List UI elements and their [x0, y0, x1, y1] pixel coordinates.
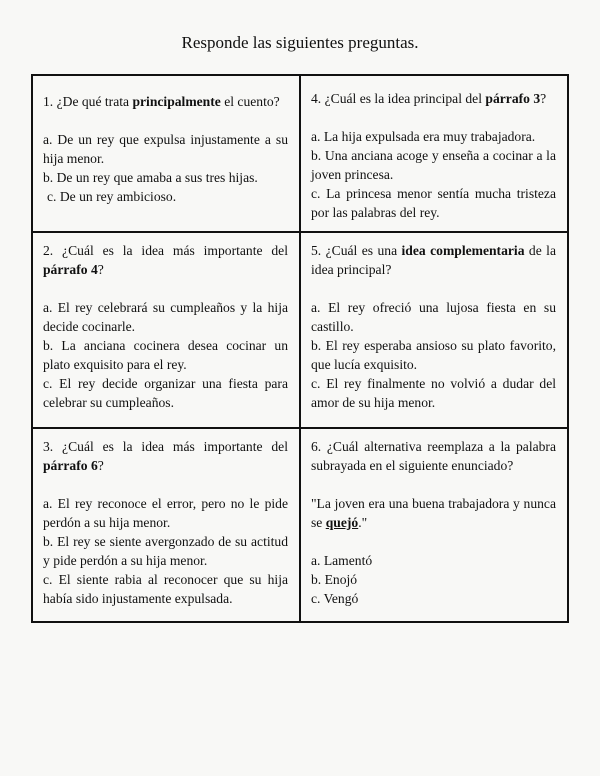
question-6-quote: "La joven era una buena trabajadora y nunca se quejó." [311, 496, 556, 530]
question-cell-4 [300, 75, 568, 232]
question-3-prompt: 3. ¿Cuál es la idea más importante del párrafo 6? [43, 439, 288, 473]
question-cell-6 [300, 428, 568, 622]
question-1-option-a: a. De un rey que expulsa injustamente a su hija menor. [43, 132, 288, 166]
question-6-option-b: b. Enojó [311, 572, 358, 587]
question-4-option-a: a. La hija expulsada era muy trabajadora. [311, 129, 536, 144]
question-1-prompt: 1. ¿De qué trata principalmente el cuento? [43, 94, 280, 109]
question-4-option-c: c. La princesa menor sentía mucha tristeza por las palabras del rey. [311, 186, 556, 220]
question-6-prompt: 6. ¿Cuál alternativa reemplaza a la palabra subrayada en el siguiente enunciado? [311, 439, 556, 473]
question-5-option-b: b. El rey esperaba ansioso su plato favorito, que lucía exquisito. [311, 338, 556, 372]
question-1-keyword: principalmente [132, 94, 221, 109]
question-4-option-b: b. Una anciana acoge y enseña a cocinar a la joven princesa. [311, 148, 556, 182]
question-4-prompt: 4. ¿Cuál es la idea principal del párrafo 3? [311, 91, 547, 106]
question-2-keyword: párrafo 4 [43, 262, 98, 277]
question-2-prompt: 2. ¿Cuál es la idea más importante del párrafo 4? [43, 243, 288, 277]
question-5-option-a: a. El rey ofreció una lujosa fiesta en su castillo. [311, 300, 556, 334]
question-cell-1 [32, 75, 300, 232]
question-3-option-b: b. El rey se siente avergonzado de su actitud y pide perdón a su hija menor. [43, 534, 288, 568]
question-1-option-c: c. De un rey ambicioso. [47, 189, 177, 204]
question-cell-3 [32, 428, 300, 622]
underlined-word: quejó [325, 515, 359, 530]
page-title: Responde las siguientes preguntas. [181, 33, 419, 52]
question-3-option-c: c. El siente rabia al reconocer que su hija había sido injustamente expulsada. [43, 572, 288, 606]
question-5-option-c: c. El rey finalmente no volvió a dudar del amor de su hija menor. [311, 376, 556, 410]
question-cell-2 [32, 232, 300, 428]
question-5-keyword: idea complementaria [401, 243, 525, 258]
question-1-option-b: b. De un rey que amaba a sus tres hijas. [43, 170, 258, 185]
question-6-option-c: c. Vengó [311, 591, 359, 606]
question-4-keyword: párrafo 3 [485, 91, 541, 106]
question-3-keyword: párrafo 6 [43, 458, 98, 473]
questions-table [31, 74, 569, 623]
question-2-option-b: b. La anciana cocinera desea cocinar un plato exquisito para el rey. [43, 338, 288, 372]
question-cell-5 [300, 232, 568, 428]
question-5-prompt: 5. ¿Cuál es una idea complementaria de la idea principal? [311, 243, 556, 277]
question-3-option-a: a. El rey reconoce el error, pero no le pide perdón a su hija menor. [43, 496, 288, 530]
question-2-option-c: c. El rey decide organizar una fiesta para celebrar su cumpleaños. [43, 376, 288, 410]
question-2-option-a: a. El rey celebrará su cumpleaños y la hija decide cocinarle. [43, 300, 288, 334]
question-6-option-a: a. Lamentó [311, 553, 373, 568]
